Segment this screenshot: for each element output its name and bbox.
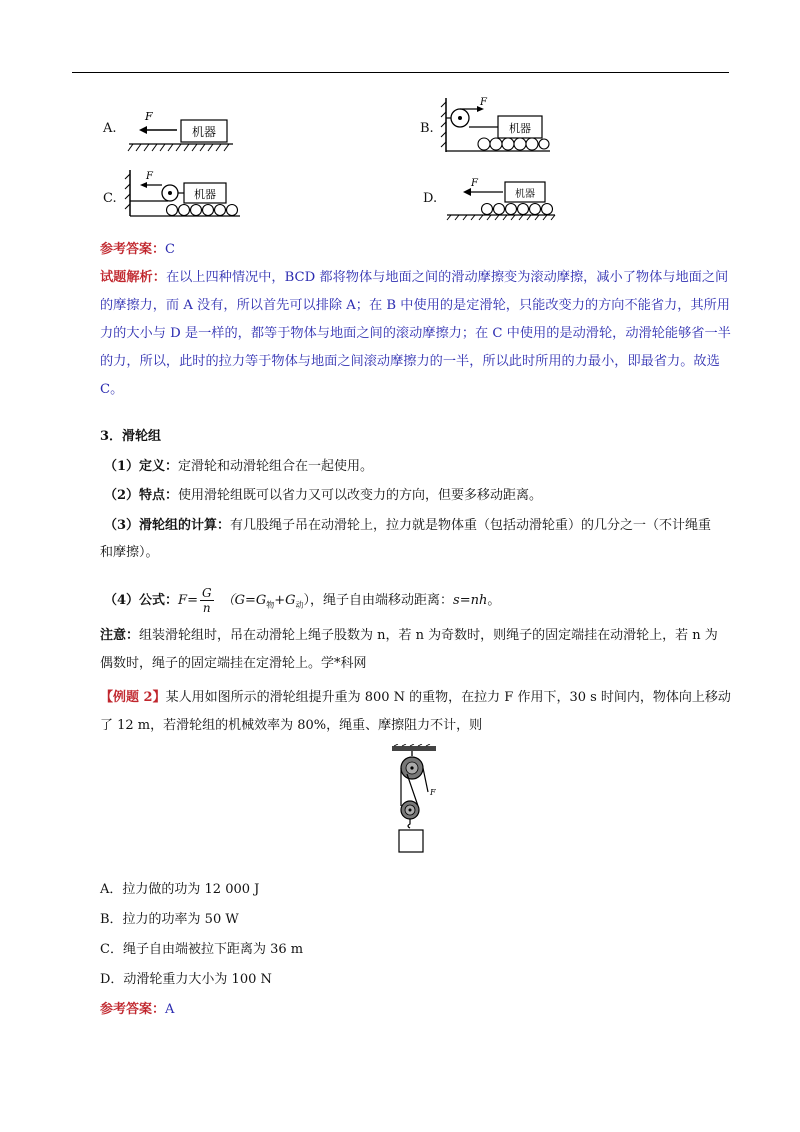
choice-c: C．绳子自由端被拉下距离为 36 m	[100, 942, 304, 957]
figure-option-c	[122, 168, 242, 220]
machine-label: 机器	[515, 189, 535, 200]
force-label: F	[471, 178, 478, 189]
figure-option-d	[445, 174, 557, 222]
calculation-line-1: （3）滑轮组的计算：有几股绳子吊在动滑轮上，拉力就是物体重（包括动滑轮重）的几分之一（不计绳重	[104, 518, 712, 533]
definition-line: （1）定义：定滑轮和动滑轮组合在一起使用。	[104, 459, 374, 474]
explanation-1	[100, 264, 732, 404]
answer-2	[100, 1000, 174, 1020]
answer-label: 参考答案：	[100, 242, 166, 257]
example-2-line-2: 了 12 m，若滑轮组的机械效率为 80%，绳重、摩擦阻力不计，则	[100, 718, 483, 733]
note-line-1: 注意：组装滑轮组时，吊在动滑轮上绳子股数为 n，若 n 为奇数时，则绳子的固定端挂在动滑轮上，若 n 为	[100, 628, 718, 643]
pulley-system-figure	[388, 744, 448, 856]
header-rule	[72, 72, 729, 73]
feature-line: （2）特点：使用滑轮组既可以省力又可以改变力的方向，但要多移动距离。	[104, 488, 543, 503]
figure-option-a	[125, 108, 235, 156]
force-label: F	[146, 171, 153, 182]
option-a-letter: A.	[103, 121, 117, 136]
formula-fraction: $\frac{G}{n}$	[201, 586, 212, 615]
answer-value: C	[165, 242, 175, 257]
answer-value: A	[165, 1002, 175, 1017]
choice-d: D．动滑轮重力大小为 100 N	[100, 972, 272, 987]
answer-label: 参考答案：	[100, 1002, 166, 1017]
formula-line: （4）公式：F= $\frac{G}{n}$ $(G=G_物+G_动)$，绳子自由端移动距离：s=nh。	[104, 586, 501, 615]
option-c-letter: C.	[103, 191, 117, 206]
example-2-line-1: 【例题 2】某人用如图所示的滑轮组提升重为 800 N 的重物，在拉力 F 作用下，30 s 时间内，物体向上移动	[100, 690, 731, 705]
choice-a: A．拉力做的功为 12 000 J	[100, 882, 260, 897]
option-b-letter: B.	[420, 121, 434, 136]
force-label: F	[480, 97, 487, 108]
answer-1	[100, 240, 175, 260]
explanation-text: 在以上四种情况中，BCD 都将物体与地面之间的滑动摩擦变为滚动摩擦，减小了物体与地面之间的摩擦力，而 A 没有，所以首先可以排除 A；在 B 中使用的是定滑轮，只能改变力的方向不能省力，其所用力的大小与 D 是一样的，都等于物体与地面之间的滚动摩擦力；在 C 中使用的是动滑轮，动滑轮能够省一半的力，所以，此时的拉力等于物体与地面之间滚动摩擦力的一半，所以此时所用的力最小，即最省力。故选 C。	[100, 270, 731, 397]
note-line-2: 偶数时，绳子的固定端挂在定滑轮上。学*科网	[100, 656, 367, 671]
explanation-label: 试题解析：	[100, 270, 166, 285]
force-label: F	[145, 110, 153, 123]
machine-label: 机器	[194, 188, 216, 201]
force-label: F	[430, 788, 436, 797]
machine-label: 机器	[191, 125, 217, 139]
choice-b: B．拉力的功率为 50 W	[100, 912, 239, 927]
option-d-letter: D.	[423, 191, 438, 206]
machine-label: 机器	[509, 122, 531, 135]
section-title: 3．滑轮组	[100, 429, 162, 444]
figure-option-b	[440, 92, 550, 158]
calculation-line-2: 和摩擦）。	[100, 545, 159, 560]
